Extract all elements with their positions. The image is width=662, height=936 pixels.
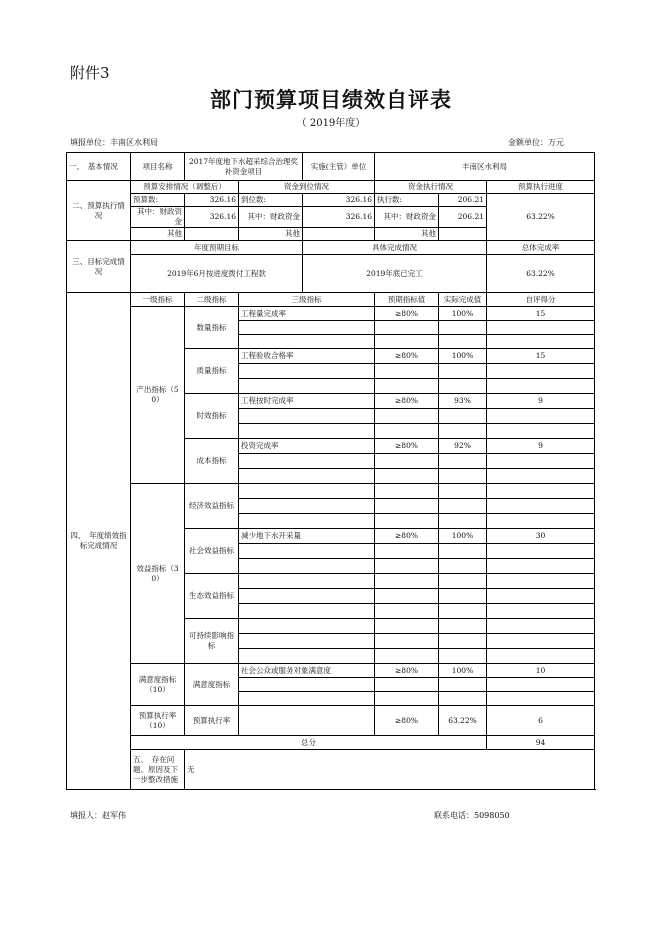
col-actual: 具体完成情况 bbox=[303, 241, 487, 255]
fiscal-label-c: 其中：财政资金 bbox=[375, 207, 439, 228]
other-a: 其他 bbox=[131, 228, 185, 241]
filler-name: 填报人：赵军伟 bbox=[70, 811, 126, 820]
r5-actual: 100% bbox=[439, 529, 487, 544]
r5-expected: ≥80% bbox=[375, 529, 439, 544]
col-progress: 预算执行进度 bbox=[487, 181, 595, 194]
filing-unit: 填报单位：丰南区水利局 bbox=[70, 138, 158, 147]
actual-completion: 2019年底已完工 bbox=[303, 255, 487, 293]
exec-label: 执行数: bbox=[375, 194, 439, 207]
r2-name: 工程验收合格率 bbox=[239, 349, 375, 364]
budget-value: 326.16 bbox=[185, 194, 239, 207]
section2-label: 二、预算执行情况 bbox=[67, 181, 131, 241]
r4-score: 9 bbox=[487, 439, 595, 454]
project-name-label: 项目名称 bbox=[131, 153, 185, 181]
r3-actual: 93% bbox=[439, 394, 487, 409]
fiscal-budget: 326.16 bbox=[185, 207, 239, 228]
r2-score: 15 bbox=[487, 349, 595, 364]
r4-actual: 92% bbox=[439, 439, 487, 454]
section5-content: 无 bbox=[185, 750, 595, 790]
col-budget: 预算安排情况（调整后） bbox=[131, 181, 239, 194]
section5-label: 五、 存在问题、原因及下一步整改措施 bbox=[131, 750, 185, 790]
r6-score: 10 bbox=[487, 664, 595, 678]
arrival-value: 326.16 bbox=[303, 194, 375, 207]
satisfaction-l2: 满意度指标 bbox=[185, 664, 239, 706]
implementer: 丰南区水利局 bbox=[375, 153, 595, 181]
h-actual: 实际完成值 bbox=[439, 293, 487, 307]
section4-label: 四、 年度绩效指标完成情况 bbox=[67, 293, 131, 790]
basic-info-row bbox=[67, 153, 595, 181]
fiscal-label-b: 其中：财政资金 bbox=[239, 207, 303, 228]
contact-phone: 联系电话：5098050 bbox=[434, 811, 510, 820]
sustain-label: 可持续影响指标 bbox=[185, 619, 239, 664]
h-level2: 二级指标 bbox=[185, 293, 239, 307]
benefit-label: 效益指标（30） bbox=[131, 484, 185, 664]
exec-value: 206.21 bbox=[439, 194, 487, 207]
h-level1: 一级指标 bbox=[131, 293, 185, 307]
eco-label: 生态效益指标 bbox=[185, 574, 239, 619]
r1-score: 15 bbox=[487, 307, 595, 321]
fiscal-label-a: 其中：财政资金 bbox=[131, 207, 185, 228]
budget-exec-l1: 预算执行率（10） bbox=[131, 706, 185, 736]
r3-expected: ≥80% bbox=[375, 394, 439, 409]
project-name: 2017年度地下水超采综合治理奖补资金项目 bbox=[185, 153, 303, 181]
h-expected: 预期指标值 bbox=[375, 293, 439, 307]
r3-score: 9 bbox=[487, 394, 595, 409]
implementer-label: 实施(主管）单位 bbox=[303, 153, 375, 181]
amount-unit: 金额单位：万元 bbox=[508, 138, 564, 147]
r6-name: 社会公众或服务对象满意度 bbox=[239, 664, 375, 678]
fiscal-exec: 206.21 bbox=[439, 207, 487, 228]
total-label: 总分 bbox=[131, 736, 487, 750]
other-b: 其他 bbox=[239, 228, 303, 241]
col-arrival: 资金到位情况 bbox=[239, 181, 375, 194]
quality-label: 质量指标 bbox=[185, 349, 239, 394]
evaluation-table bbox=[66, 152, 595, 790]
r2-actual: 100% bbox=[439, 349, 487, 364]
r5-name: 减少地下水开采量 bbox=[239, 529, 375, 544]
r7-expected: ≥80% bbox=[375, 706, 439, 736]
r5-score: 30 bbox=[487, 529, 595, 544]
fiscal-arrival: 326.16 bbox=[303, 207, 375, 228]
completion-rate: 63.22% bbox=[487, 255, 595, 293]
r7-actual: 63.22% bbox=[439, 706, 487, 736]
arrival-label: 到位数: bbox=[239, 194, 303, 207]
r1-actual: 100% bbox=[439, 307, 487, 321]
col-exec: 资金执行情况 bbox=[375, 181, 487, 194]
h-score: 自评得分 bbox=[487, 293, 595, 307]
r6-expected: ≥80% bbox=[375, 664, 439, 678]
budget-label: 预算数: bbox=[131, 194, 185, 207]
progress-value: 63.22% bbox=[487, 194, 595, 241]
cost-label: 成本指标 bbox=[185, 439, 239, 484]
other-c: 其他 bbox=[375, 228, 439, 241]
section3-label: 三、目标完成情况 bbox=[67, 241, 131, 293]
page-title: 部门预算项目绩效自评表 bbox=[210, 87, 452, 112]
col-annual: 年度预期目标 bbox=[131, 241, 303, 255]
r2-expected: ≥80% bbox=[375, 349, 439, 364]
timeliness-label: 时效指标 bbox=[185, 394, 239, 439]
col-rate: 总体完成率 bbox=[487, 241, 595, 255]
r3-name: 工程按时完成率 bbox=[239, 394, 375, 409]
output-label: 产出指标（50） bbox=[131, 307, 185, 484]
annual-goal: 2019年6月按进度拨付工程款 bbox=[131, 255, 303, 293]
economic-label: 经济效益指标 bbox=[185, 484, 239, 529]
section1-label: 一、 基本情况 bbox=[67, 153, 131, 181]
r4-expected: ≥80% bbox=[375, 439, 439, 454]
attachment-label: 附件3 bbox=[70, 64, 110, 82]
r1-expected: ≥80% bbox=[375, 307, 439, 321]
r1-name: 工程量完成率 bbox=[239, 307, 375, 321]
total-score: 94 bbox=[487, 736, 595, 750]
quantity-label: 数量指标 bbox=[185, 307, 239, 349]
r4-name: 投资完成率 bbox=[239, 439, 375, 454]
r6-actual: 100% bbox=[439, 664, 487, 678]
h-level3: 三级指标 bbox=[239, 293, 375, 307]
social-label: 社会效益指标 bbox=[185, 529, 239, 574]
budget-exec-l2: 预算执行率 bbox=[185, 706, 239, 736]
year-label: （ 2019年度） bbox=[296, 118, 366, 129]
satisfaction-l1: 满意度指标（10） bbox=[131, 664, 185, 706]
r7-score: 6 bbox=[487, 706, 595, 736]
